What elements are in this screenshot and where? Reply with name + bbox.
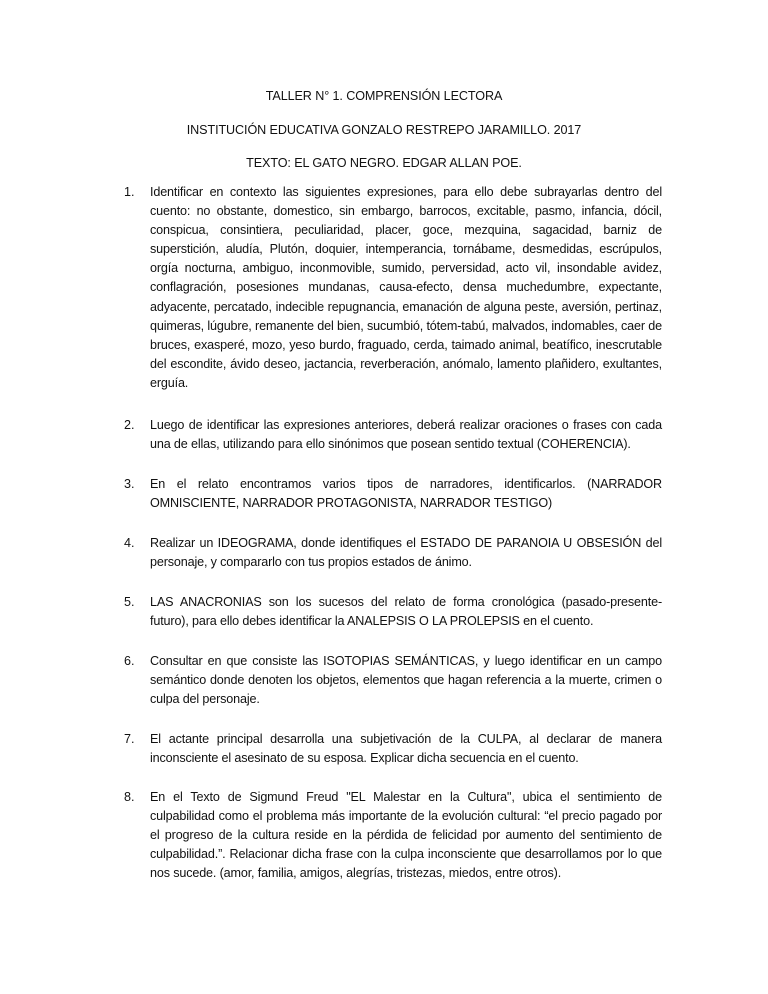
- question-number: 4.: [124, 536, 135, 550]
- question-number: 7.: [124, 732, 135, 746]
- question-text: El actante principal desarrolla una subjetivación de la CULPA, al declarar de manera inconsciente el asesinato de su esposa. Explicar dicha secuencia en el cuento.: [150, 732, 662, 766]
- question-text: Identificar en contexto las siguientes expresiones, para ello debe subrayarlas dentro del cuento: no obstante, domestico, sin embargo, barrocos, excitable, pasmo, infancia, dócil, conspicua, consintiera, peculiaridad, placer, goce, mezquina, sagacidad, barniz de superstición, aludía, Plutón, doquier, intemperancia, tornábame, desmedidas, escrúpulos, orgía nocturna, ambiguo, inconmovible, sumido, perversidad, acto vil, insondable avidez, conflagración, posesiones mundanas, causa-efecto, densa muchedumbre, expectante, adyacente, percatado, indecible repugnancia, emanación de alguna peste, aversión, pertinaz, quimeras, lúgubre, remanente del bien, sucumbió, tótem-tabú, malvados, indomables, caer de bruces, exasperé, mozo, yeso burdo, fraguado, cerda, taimado animal, beatífico, inescrutable del escondite, ávido deseo, jactancia, reverberación, anómalo, lamento plañidero, exultantes, erguía.: [150, 185, 662, 390]
- text-reference-text: TEXTO: EL GATO NEGRO. EDGAR ALLAN POE.: [246, 156, 522, 170]
- question-text: LAS ANACRONIAS son los sucesos del relato de forma cronológica (pasado-presente-futuro), para ello debes identificar la ANALEPSIS O LA PROLEPSIS en el cuento.: [150, 595, 662, 629]
- text-reference: [0, 155, 768, 171]
- institution-name-text: INSTITUCIÓN EDUCATIVA GONZALO RESTREPO JARAMILLO. 2017: [186, 123, 582, 137]
- question-text: Luego de identificar las expresiones anteriores, deberá realizar oraciones o frases con cada una de ellas, utilizando para ello sinónimos que posean sentido textual (COHERENCIA).: [150, 418, 662, 452]
- question-number: 8.: [124, 790, 135, 804]
- question-number: 3.: [124, 477, 135, 491]
- worksheet-title-text: TALLER N° 1. COMPRENSIÓN LECTORA: [265, 89, 503, 103]
- question-text: Realizar un IDEOGRAMA, donde identifiques el ESTADO DE PARANOIA U OBSESIÓN del personaje, y compararlo con tus propios estados de ánimo.: [150, 536, 662, 570]
- question-number: 6.: [124, 654, 135, 668]
- question-number: 2.: [124, 418, 135, 432]
- question-number: 5.: [124, 595, 135, 609]
- institution-name: [0, 122, 768, 138]
- question-text: En el relato encontramos varios tipos de narradores, identificarlos. (NARRADOR OMNISCIENTE, NARRADOR PROTAGONISTA, NARRADOR TESTIGO): [150, 477, 662, 511]
- question-text: En el Texto de Sigmund Freud "EL Malestar en la Cultura", ubica el sentimiento de culpabilidad como el problema más importante de la evolución cultural: “el precio pagado por el progreso de la cultura reside en la pérdida de felicidad por aumento del sentimiento de culpabilidad.”. Relacionar dicha frase con la culpa inconsciente que desarrollamos por lo que nos sucede. (amor, familia, amigos, alegrías, tristezas, miedos, entre otros).: [150, 790, 662, 881]
- question-number: 1.: [124, 185, 135, 199]
- question-text: Consultar en que consiste las ISOTOPIAS SEMÁNTICAS, y luego identificar en un campo semántico donde denoten los objetos, elementos que hagan referencia a la muerte, crimen o culpa del personaje.: [150, 654, 662, 707]
- worksheet-title: [0, 88, 768, 104]
